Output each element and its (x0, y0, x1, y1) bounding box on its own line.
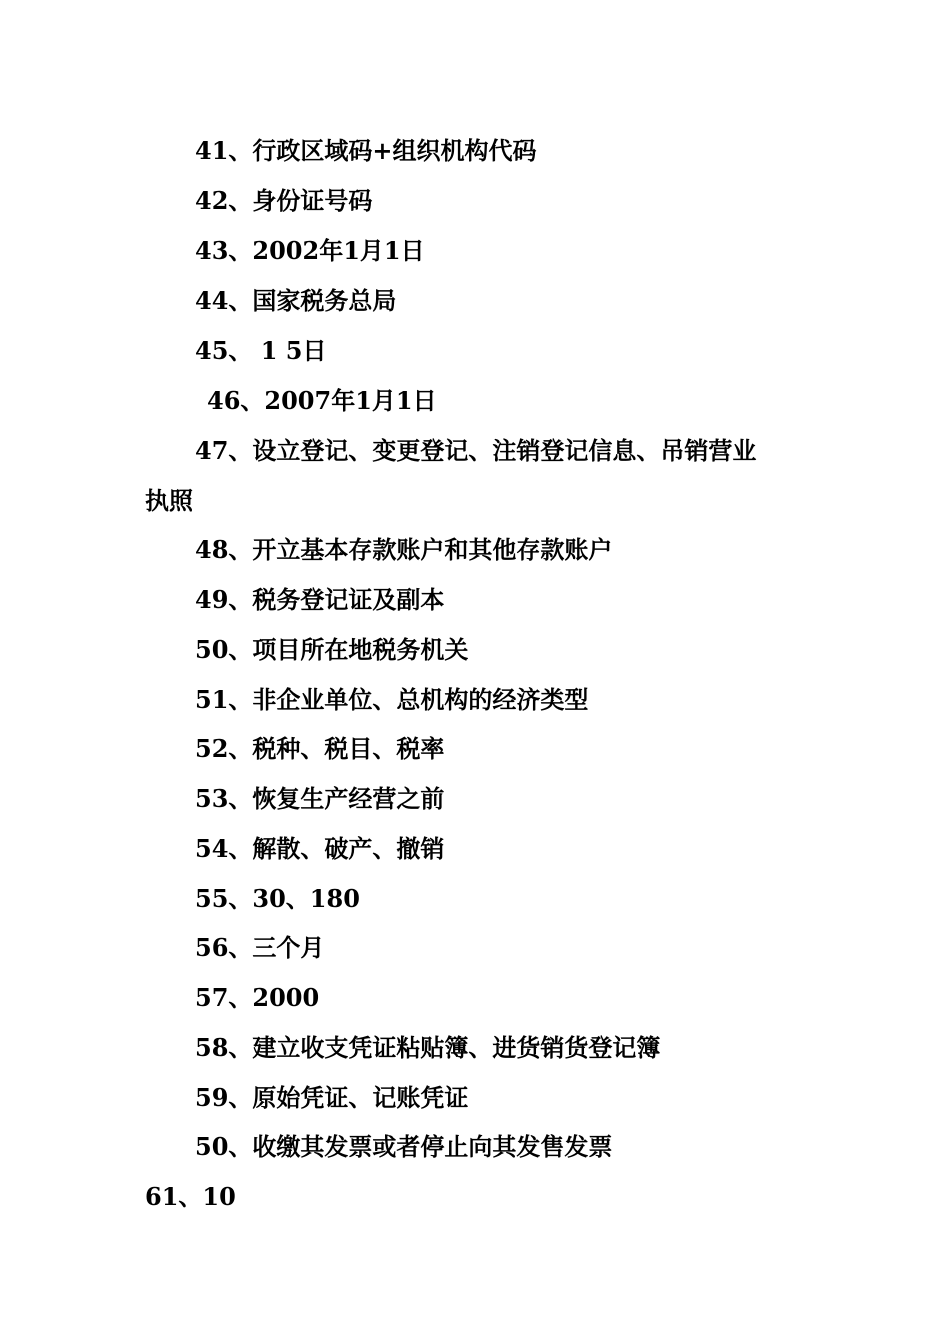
answer-line-44: 44、国家税务总局 (195, 286, 397, 315)
answer-line-47-continued: 执照 (145, 486, 193, 515)
answer-line-52: 52、税种、税目、税率 (195, 734, 445, 763)
answer-line-42: 42、身份证号码 (195, 186, 373, 215)
answer-line-60: 50、收缴其发票或者停止向其发售发票 (195, 1132, 613, 1161)
answer-line-61: 61、10 (145, 1182, 236, 1211)
answer-line-45: 45、 1 5日 (195, 336, 327, 365)
answer-line-58: 58、建立收支凭证粘贴簿、进货销货登记簿 (195, 1033, 661, 1062)
answer-line-54: 54、解散、破产、撤销 (195, 834, 445, 863)
answer-line-47: 47、设立登记、变更登记、注销登记信息、吊销营业 (195, 436, 757, 465)
answer-line-49: 49、税务登记证及副本 (195, 585, 445, 614)
answer-line-48: 48、开立基本存款账户和其他存款账户 (195, 535, 613, 564)
answer-line-46: 46、2007年1月1日 (207, 386, 437, 415)
answer-line-59: 59、原始凭证、记账凭证 (195, 1083, 469, 1112)
answer-line-55: 55、30、180 (195, 884, 360, 913)
answer-line-50: 50、项目所在地税务机关 (195, 635, 469, 664)
answer-line-53: 53、恢复生产经营之前 (195, 784, 445, 813)
answer-line-57: 57、2000 (195, 983, 320, 1012)
answer-line-43: 43、2002年1月1日 (195, 236, 425, 265)
answer-line-41: 41、行政区域码+组织机构代码 (195, 136, 537, 165)
answer-line-51: 51、非企业单位、总机构的经济类型 (195, 685, 589, 714)
answer-line-56: 56、三个月 (195, 933, 325, 962)
